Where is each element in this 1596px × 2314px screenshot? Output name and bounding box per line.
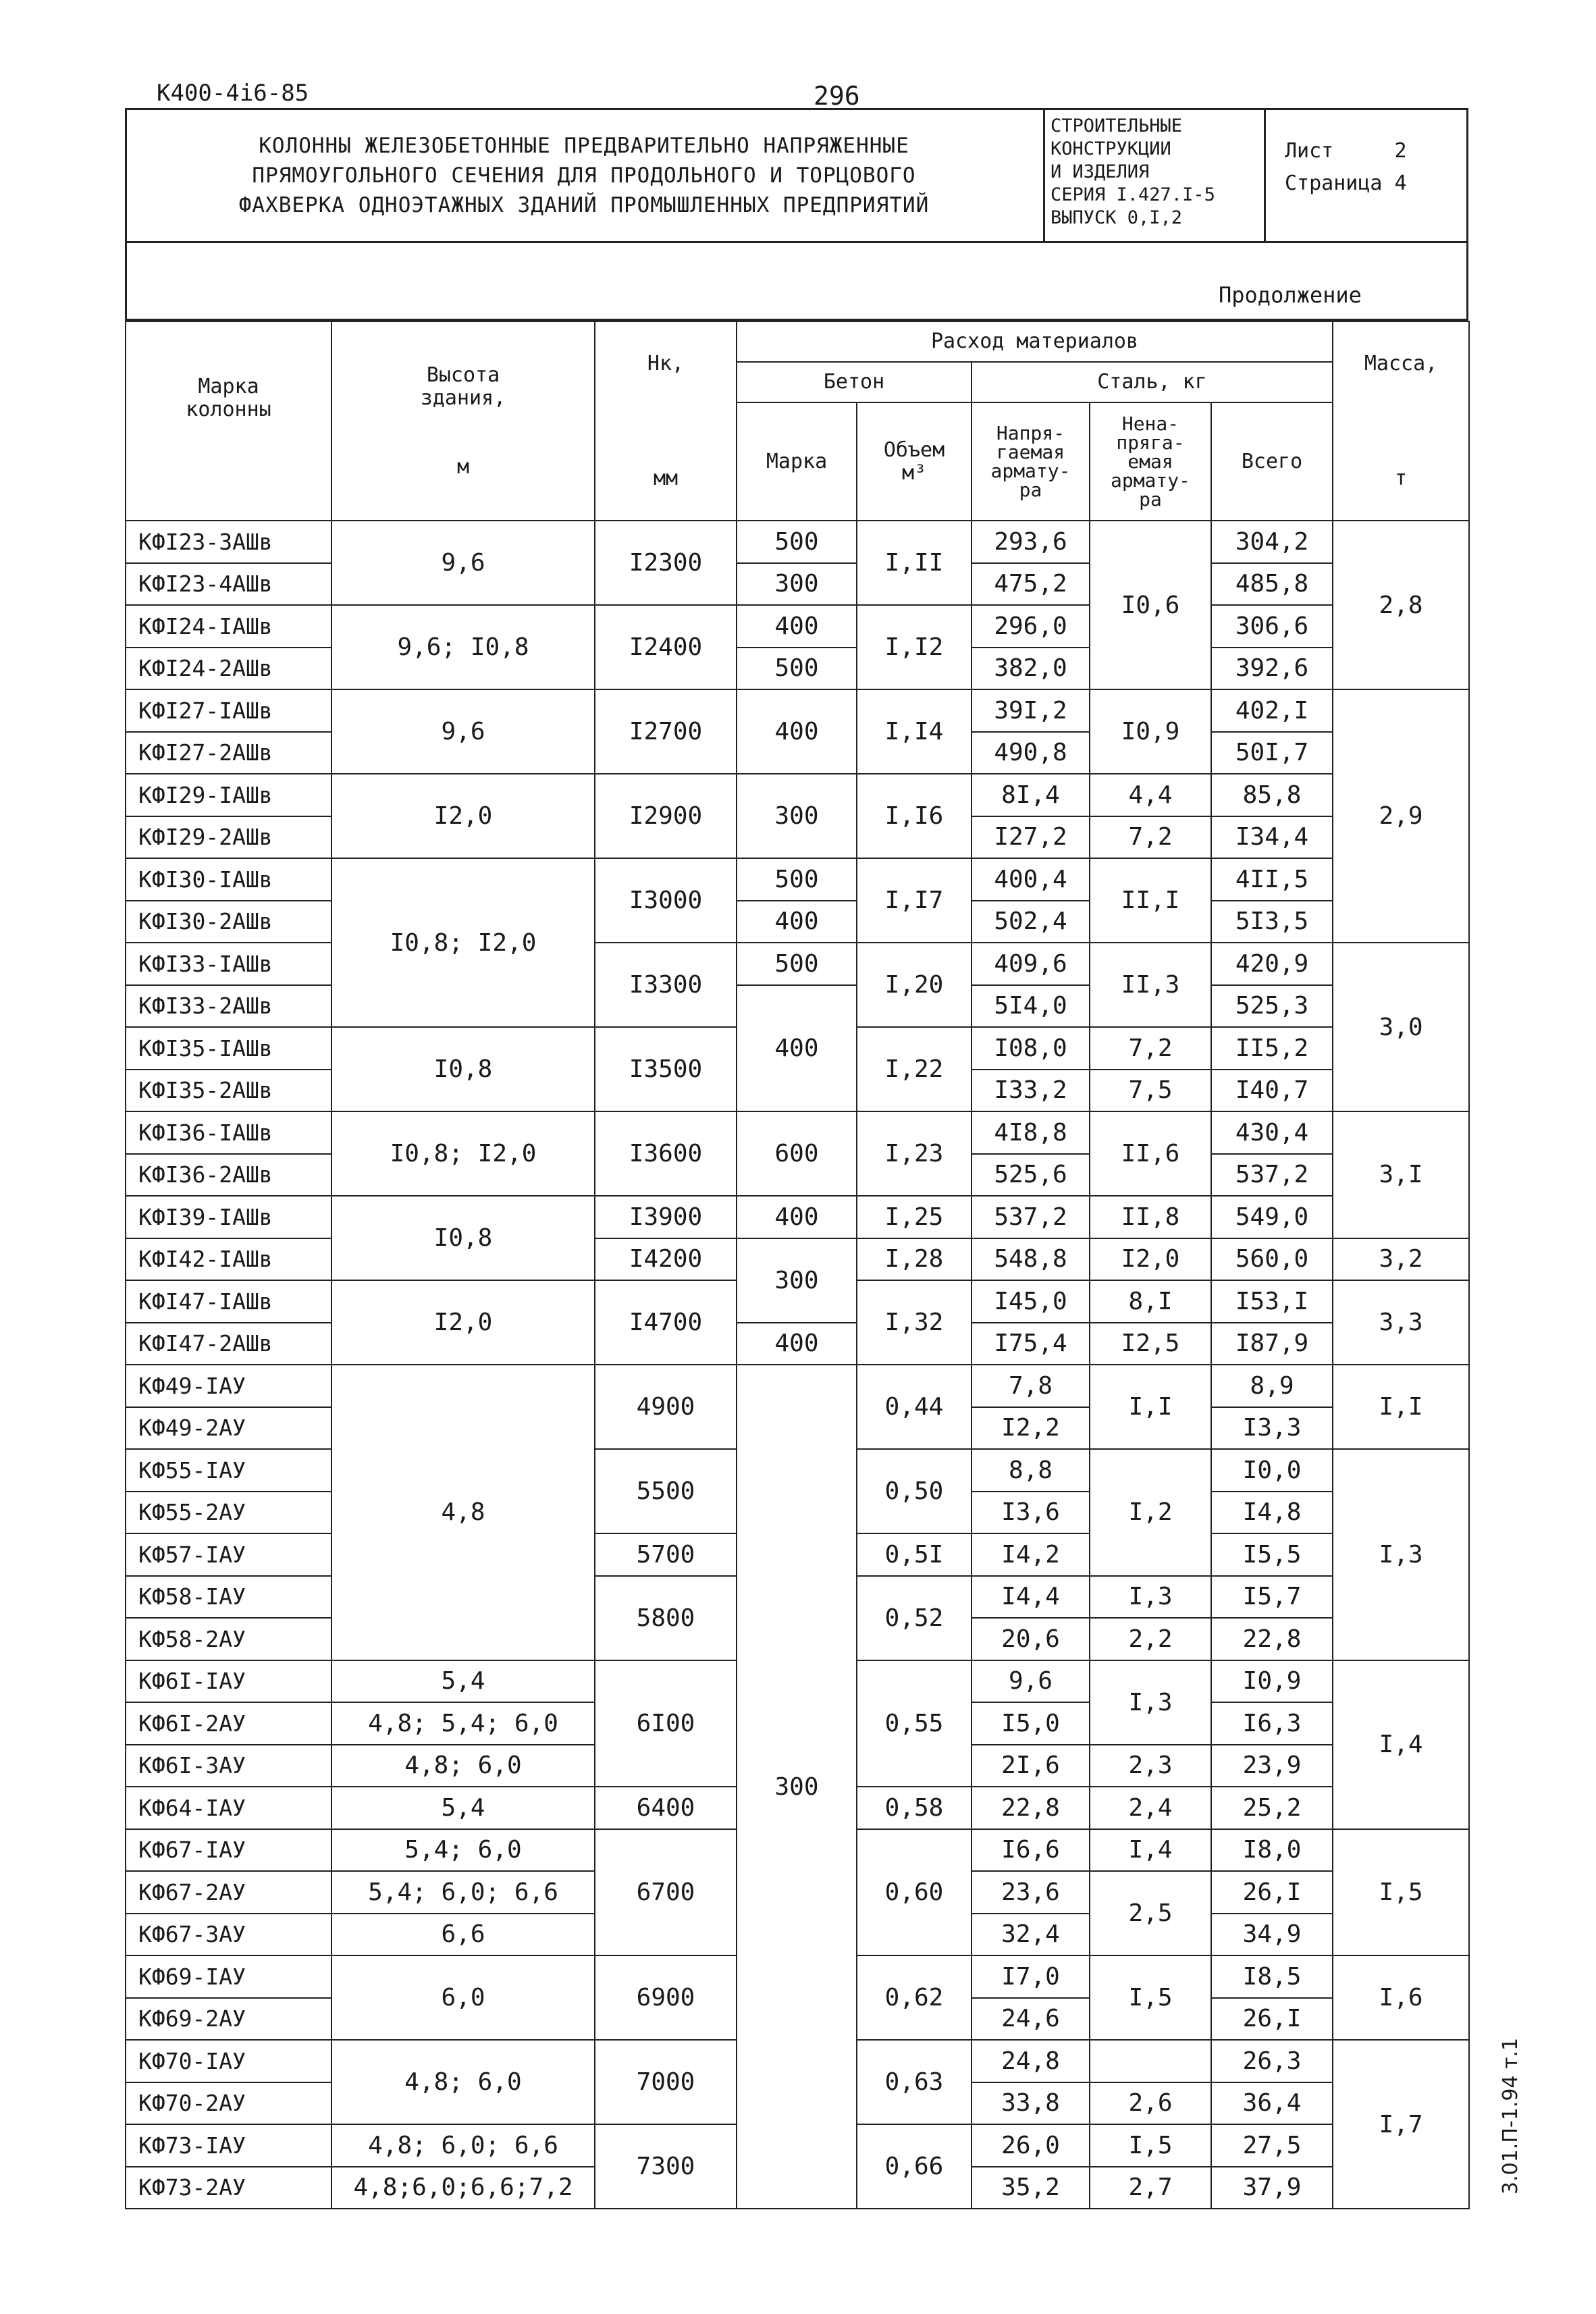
cell-pre: 382,0: [972, 648, 1090, 690]
cell-total: 525,3: [1211, 985, 1333, 1028]
series-line: ВЫПУСК 0,I,2: [1050, 207, 1183, 228]
table-body: [126, 521, 1469, 2209]
cell-hk: 5700: [595, 1533, 737, 1576]
cell-mark: КФ70-2АУ: [126, 2082, 331, 2125]
cell-non: I2,0: [1090, 1238, 1211, 1281]
cell-total: I5,7: [1211, 1576, 1333, 1619]
cell-hk: I4200: [595, 1238, 737, 1281]
cell-height: 9,6: [331, 521, 595, 605]
cell-total: I34,4: [1211, 816, 1333, 859]
cell-mark: КФ73-2АУ: [126, 2167, 331, 2209]
cell-pre: 400,4: [972, 858, 1090, 901]
col-grade-header: Марка: [737, 402, 857, 521]
cell-pre: 8I,4: [972, 774, 1090, 816]
cell-pre: 23,6: [972, 1871, 1090, 1914]
title-line: ФАХВЕРКА ОДНОЭТАЖНЫХ ЗДАНИЙ ПРОМЫШЛЕННЫХ ПРЕДПРИЯТИЙ: [238, 193, 930, 217]
cell-total: I0,0: [1211, 1449, 1333, 1492]
cell-height: 4,8;6,0;6,6;7,2: [331, 2167, 595, 2209]
cell-non: I,I: [1090, 1365, 1211, 1449]
cell-non: 2,5: [1090, 1871, 1211, 1955]
cell-total: 306,6: [1211, 605, 1333, 648]
cell-total: 50I,7: [1211, 732, 1333, 774]
cell-volume: 0,66: [857, 2124, 972, 2209]
cell-mark: КФI47-IАШв: [126, 1280, 331, 1323]
cell-non: 7,2: [1090, 1027, 1211, 1070]
cell-height: 9,6: [331, 689, 595, 774]
cell-mark: КФ49-IАУ: [126, 1365, 331, 1407]
cell-total: I8,0: [1211, 1829, 1333, 1872]
cell-pre: 537,2: [972, 1196, 1090, 1238]
cell-mark: КФI42-IАШв: [126, 1238, 331, 1281]
cell-total: I6,3: [1211, 1702, 1333, 1745]
cell-mark: КФI29-2АШв: [126, 816, 331, 859]
cell-volume: 0,50: [857, 1449, 972, 1533]
cell-non: 8,I: [1090, 1280, 1211, 1323]
cell-hk: 7300: [595, 2124, 737, 2209]
cell-volume: 0,58: [857, 1787, 972, 1829]
title-line: КОЛОННЫ ЖЕЛЕЗОБЕТОННЫЕ ПРЕДВАРИТЕЛЬНО НАПРЯЖЕННЫЕ: [259, 134, 909, 158]
cell-mark: КФI30-2АШв: [126, 901, 331, 943]
cell-volume: I,20: [857, 943, 972, 1027]
cell-mark: КФI35-IАШв: [126, 1027, 331, 1070]
cell-pre: I75,4: [972, 1323, 1090, 1365]
cell-volume: I,I7: [857, 858, 972, 943]
cell-total: 34,9: [1211, 1914, 1333, 1956]
cell-pre: 2I,6: [972, 1745, 1090, 1787]
cell-mass: I,3: [1333, 1449, 1469, 1660]
cell-pre: 20,6: [972, 1618, 1090, 1660]
col-mass-header: Масса, т: [1333, 321, 1469, 521]
cell-mass: 3,2: [1333, 1238, 1469, 1281]
cell-total: 485,8: [1211, 563, 1333, 606]
cell-pre: I33,2: [972, 1070, 1090, 1112]
cell-non: 2,2: [1090, 1618, 1211, 1660]
cell-mass: I,7: [1333, 2040, 1469, 2209]
cell-mark: КФ64-IАУ: [126, 1787, 331, 1829]
cell-grade: 600: [737, 1111, 857, 1196]
cell-non: 7,2: [1090, 816, 1211, 859]
consumption-header: Расход материалов: [737, 321, 1333, 362]
table-row: [126, 689, 1469, 732]
cell-pre: I4,4: [972, 1576, 1090, 1619]
cell-total: I5,5: [1211, 1533, 1333, 1576]
table-row: [126, 1323, 1469, 1365]
cell-volume: 0,63: [857, 2040, 972, 2124]
cell-pre: I7,0: [972, 1955, 1090, 1998]
cell-volume: I,23: [857, 1111, 972, 1196]
cell-grade: 500: [737, 943, 857, 985]
cell-height: 6,0: [331, 1955, 595, 2040]
table-row: [126, 901, 1469, 943]
cell-grade: 400: [737, 985, 857, 1112]
cell-pre: 35,2: [972, 2167, 1090, 2209]
cell-non: I0,9: [1090, 689, 1211, 774]
cell-hk: I2300: [595, 521, 737, 605]
cell-mark: КФI33-2АШв: [126, 985, 331, 1028]
cell-hk: I2400: [595, 605, 737, 689]
cell-non: 2,7: [1090, 2167, 1211, 2209]
cell-total: 85,8: [1211, 774, 1333, 816]
cell-pre: 26,0: [972, 2124, 1090, 2167]
cell-total: 8,9: [1211, 1365, 1333, 1407]
cell-volume: I,II: [857, 521, 972, 605]
cell-mark: КФI24-IАШв: [126, 605, 331, 648]
cell-total: I87,9: [1211, 1323, 1333, 1365]
cell-pre: I6,6: [972, 1829, 1090, 1872]
cell-total: 37,9: [1211, 2167, 1333, 2209]
cell-total: II5,2: [1211, 1027, 1333, 1070]
cell-hk: 5500: [595, 1449, 737, 1533]
cell-mark: КФI23-4АШв: [126, 563, 331, 606]
cell-hk: 7000: [595, 2040, 737, 2124]
cell-mark: КФ67-2АУ: [126, 1871, 331, 1914]
cell-pre: 9,6: [972, 1660, 1090, 1703]
cell-total: 22,8: [1211, 1618, 1333, 1660]
cell-grade: 400: [737, 605, 857, 648]
cell-mark: КФ57-IАУ: [126, 1533, 331, 1576]
title-text: [125, 108, 1043, 243]
cell-hk: I2900: [595, 774, 737, 858]
cell-mark: КФ69-IАУ: [126, 1955, 331, 1998]
cell-mass: I,6: [1333, 1955, 1469, 2040]
cell-mass: 3,0: [1333, 943, 1469, 1111]
cell-grade: 400: [737, 1196, 857, 1238]
cell-mark: КФI29-IАШв: [126, 774, 331, 816]
cell-non: II,I: [1090, 858, 1211, 943]
cell-pre: 4I8,8: [972, 1111, 1090, 1154]
cell-non: I,3: [1090, 1576, 1211, 1619]
cell-mass: 2,9: [1333, 689, 1469, 943]
cell-hk: 6400: [595, 1787, 737, 1829]
cell-height: I2,0: [331, 774, 595, 858]
cell-pre: 525,6: [972, 1154, 1090, 1197]
cell-mass: I,I: [1333, 1365, 1469, 1449]
table-row: [126, 985, 1469, 1028]
concrete-header: Бетон: [737, 362, 972, 402]
cell-mark: КФ6I-3АУ: [126, 1745, 331, 1787]
cell-non: 2,6: [1090, 2082, 1211, 2125]
cell-pre: 24,8: [972, 2040, 1090, 2082]
cell-height: I0,8; I2,0: [331, 858, 595, 1027]
cell-non: 7,5: [1090, 1070, 1211, 1112]
cell-mark: КФI39-IАШв: [126, 1196, 331, 1238]
cell-height: 4,8; 6,0; 6,6: [331, 2124, 595, 2167]
cell-non: II,3: [1090, 943, 1211, 1027]
cell-total: 4II,5: [1211, 858, 1333, 901]
cell-total: 420,9: [1211, 943, 1333, 985]
cell-total: 26,3: [1211, 2040, 1333, 2082]
cell-non: I,2: [1090, 1449, 1211, 1576]
cell-pre: I3,6: [972, 1492, 1090, 1534]
cell-pre: I4,2: [972, 1533, 1090, 1576]
cell-mark: КФI23-3АШв: [126, 521, 331, 563]
cell-total: I8,5: [1211, 1955, 1333, 1998]
cell-pre: 293,6: [972, 521, 1090, 563]
cell-grade: 300: [737, 774, 857, 858]
cell-pre: 296,0: [972, 605, 1090, 648]
cell-non: I,3: [1090, 1660, 1211, 1745]
cell-mark: КФ73-IАУ: [126, 2124, 331, 2167]
cell-non: I0,6: [1090, 521, 1211, 689]
cell-pre: 22,8: [972, 1787, 1090, 1829]
cell-pre: 7,8: [972, 1365, 1090, 1407]
cell-total: I4,8: [1211, 1492, 1333, 1534]
cell-total: 26,I: [1211, 1871, 1333, 1914]
cell-total: 5I3,5: [1211, 901, 1333, 943]
cell-mark: КФ6I-2АУ: [126, 1702, 331, 1745]
cell-height: 9,6; I0,8: [331, 605, 595, 689]
cell-non: I2,5: [1090, 1323, 1211, 1365]
cell-grade: 300: [737, 1365, 857, 2209]
cell-mark: КФI35-2АШв: [126, 1070, 331, 1112]
cell-mark: КФ67-IАУ: [126, 1829, 331, 1872]
cell-volume: 0,44: [857, 1365, 972, 1449]
table-row: [126, 943, 1469, 985]
table-row: [126, 774, 1469, 816]
cell-non: I,5: [1090, 1955, 1211, 2040]
cell-volume: I,I6: [857, 774, 972, 858]
cell-total: 560,0: [1211, 1238, 1333, 1281]
cell-mark: КФ67-3АУ: [126, 1914, 331, 1956]
cell-height: 4,8; 5,4; 6,0: [331, 1702, 595, 1745]
table-row: [126, 563, 1469, 606]
cell-pre: 8,8: [972, 1449, 1090, 1492]
cell-volume: 0,62: [857, 1955, 972, 2040]
cell-mark: КФ69-2АУ: [126, 1998, 331, 2041]
cell-volume: I,I4: [857, 689, 972, 774]
cell-mark: КФI27-IАШв: [126, 689, 331, 732]
side-code: 3.01.П-1.94 т.1: [1499, 2037, 1522, 2194]
cell-mark: КФI36-2АШв: [126, 1154, 331, 1197]
cell-grade: 500: [737, 521, 857, 563]
cell-non: II,8: [1090, 1196, 1211, 1238]
cell-height: 5,4; 6,0; 6,6: [331, 1871, 595, 1914]
table-row: [126, 1238, 1469, 1281]
cell-mark: КФI36-IАШв: [126, 1111, 331, 1154]
cell-grade: 300: [737, 1238, 857, 1323]
cell-total: I0,9: [1211, 1660, 1333, 1703]
cell-hk: 6900: [595, 1955, 737, 2040]
sheet-number: Лист 2: [1285, 139, 1407, 163]
cell-volume: I,25: [857, 1196, 972, 1238]
cell-height: 4,8; 6,0: [331, 2040, 595, 2124]
cell-height: I0,8: [331, 1196, 595, 1280]
cell-pre: 33,8: [972, 2082, 1090, 2125]
cell-height: I0,8; I2,0: [331, 1111, 595, 1196]
cell-volume: 0,55: [857, 1660, 972, 1787]
cell-hk: 6700: [595, 1829, 737, 1956]
cell-height: I0,8: [331, 1027, 595, 1111]
cell-pre: I2,2: [972, 1407, 1090, 1450]
cell-pre: 39I,2: [972, 689, 1090, 732]
col-height-header: Высота здания, м: [331, 321, 595, 521]
cell-total: 23,9: [1211, 1745, 1333, 1787]
cell-hk: 5800: [595, 1576, 737, 1660]
page-label: Страница 4: [1285, 172, 1407, 195]
cell-total: 402,I: [1211, 689, 1333, 732]
cell-total: 537,2: [1211, 1154, 1333, 1197]
cell-grade: 300: [737, 563, 857, 606]
cell-pre: I27,2: [972, 816, 1090, 859]
cell-total: 392,6: [1211, 648, 1333, 690]
cell-non: I,5: [1090, 2124, 1211, 2167]
cell-total: I53,I: [1211, 1280, 1333, 1323]
cell-hk: I3000: [595, 858, 737, 943]
cell-total: I40,7: [1211, 1070, 1333, 1112]
table-row: [126, 1365, 1469, 1407]
cell-pre: I45,0: [972, 1280, 1090, 1323]
cell-grade: 500: [737, 648, 857, 690]
col-hk-header: Нк, мм: [595, 321, 737, 521]
cell-pre: 409,6: [972, 943, 1090, 985]
cell-mark: КФ58-2АУ: [126, 1618, 331, 1660]
col-total-header: Всего: [1211, 402, 1333, 521]
cell-height: 5,4; 6,0: [331, 1829, 595, 1872]
cell-hk: I2700: [595, 689, 737, 774]
cell-mark: КФ55-IАУ: [126, 1449, 331, 1492]
cell-grade: 400: [737, 1323, 857, 1365]
cell-non: 4,4: [1090, 774, 1211, 816]
cell-pre: 24,6: [972, 1998, 1090, 2041]
cell-height: 6,6: [331, 1914, 595, 1956]
cell-grade: 400: [737, 689, 857, 774]
cell-non: I,4: [1090, 1829, 1211, 1872]
cell-mass: I,4: [1333, 1660, 1469, 1829]
cell-height: 4,8; 6,0: [331, 1745, 595, 1787]
sheet-info: [1266, 108, 1468, 243]
cell-mark: КФI47-2АШв: [126, 1323, 331, 1365]
cell-volume: 0,60: [857, 1829, 972, 1956]
cell-mark: КФ55-2АУ: [126, 1492, 331, 1534]
cell-height: 5,4: [331, 1660, 595, 1703]
cell-pre: 502,4: [972, 901, 1090, 943]
col-volume-header: Объем м³: [857, 402, 972, 521]
materials-table: [125, 321, 1470, 2209]
cell-non: [1090, 2040, 1211, 2082]
cell-mark: КФI24-2АШв: [126, 648, 331, 690]
series-info: [1043, 108, 1266, 243]
cell-total: 549,0: [1211, 1196, 1333, 1238]
series-line: И ИЗДЕЛИЯ: [1050, 161, 1150, 182]
cell-mark: КФI30-IАШв: [126, 858, 331, 901]
col-prestressed-header: Напря- гаемая армату- ра: [972, 402, 1090, 521]
cell-volume: I,32: [857, 1280, 972, 1365]
cell-pre: 32,4: [972, 1914, 1090, 1956]
cell-volume: 0,52: [857, 1576, 972, 1660]
cell-mass: 3,I: [1333, 1111, 1469, 1238]
continuation-label: Продолжение: [1219, 282, 1362, 308]
series-line: СТРОИТЕЛЬНЫЕ: [1050, 115, 1183, 136]
series-line: СЕРИЯ I.427.I-5: [1050, 184, 1215, 205]
table-row: [126, 648, 1469, 690]
cell-mark: КФ70-IАУ: [126, 2040, 331, 2082]
cell-hk: I4700: [595, 1280, 737, 1365]
cell-non: 2,3: [1090, 1745, 1211, 1787]
cell-height: 5,4: [331, 1787, 595, 1829]
col-mark-header: Марка колонны: [126, 321, 331, 521]
document-code: К400-4і6-85: [157, 80, 309, 107]
cell-hk: 6I00: [595, 1660, 737, 1787]
cell-mark: КФ49-2АУ: [126, 1407, 331, 1450]
steel-header: Сталь, кг: [972, 362, 1333, 402]
cell-total: 27,5: [1211, 2124, 1333, 2167]
col-nonprestressed-header: Нена- пряга- емая армату- ра: [1090, 402, 1211, 521]
cell-mark: КФI27-2АШв: [126, 732, 331, 774]
cell-hk: I3300: [595, 943, 737, 1027]
table-row: [126, 858, 1469, 901]
table-row: [126, 1111, 1469, 1154]
cell-volume: 0,5I: [857, 1533, 972, 1576]
cell-hk: I3500: [595, 1027, 737, 1111]
cell-pre: I5,0: [972, 1702, 1090, 1745]
title-line: ПРЯМОУГОЛЬНОГО СЕЧЕНИЯ ДЛЯ ПРОДОЛЬНОГО И ТОРЦОВОГО: [252, 163, 916, 188]
cell-volume: I,28: [857, 1238, 972, 1281]
cell-height: I2,0: [331, 1280, 595, 1365]
cell-mark: КФ58-IАУ: [126, 1576, 331, 1619]
cell-mass: 3,3: [1333, 1280, 1469, 1365]
cell-grade: 400: [737, 901, 857, 943]
cell-pre: I08,0: [972, 1027, 1090, 1070]
cell-non: 2,4: [1090, 1787, 1211, 1829]
cell-grade: 500: [737, 858, 857, 901]
cell-volume: I,I2: [857, 605, 972, 689]
cell-total: 304,2: [1211, 521, 1333, 563]
table-row: [126, 605, 1469, 648]
cell-mass: I,5: [1333, 1829, 1469, 1956]
cell-volume: I,22: [857, 1027, 972, 1111]
cell-mark: КФI33-IАШв: [126, 943, 331, 985]
cell-mass: 2,8: [1333, 521, 1469, 689]
series-line: КОНСТРУКЦИИ: [1050, 138, 1171, 159]
cell-total: 25,2: [1211, 1787, 1333, 1829]
cell-pre: 490,8: [972, 732, 1090, 774]
cell-total: 26,I: [1211, 1998, 1333, 2041]
cell-pre: 475,2: [972, 563, 1090, 606]
cell-pre: 548,8: [972, 1238, 1090, 1281]
cell-total: 36,4: [1211, 2082, 1333, 2125]
cell-total: 430,4: [1211, 1111, 1333, 1154]
cell-mark: КФ6I-IАУ: [126, 1660, 331, 1703]
table-row: [126, 1196, 1469, 1238]
cell-hk: 4900: [595, 1365, 737, 1449]
cell-pre: 5I4,0: [972, 985, 1090, 1028]
cell-hk: I3600: [595, 1111, 737, 1196]
table-row: [126, 521, 1469, 563]
page-number: 296: [814, 81, 860, 111]
cell-total: I3,3: [1211, 1407, 1333, 1450]
cell-hk: I3900: [595, 1196, 737, 1238]
cell-non: II,6: [1090, 1111, 1211, 1196]
cell-height: 4,8: [331, 1365, 595, 1660]
